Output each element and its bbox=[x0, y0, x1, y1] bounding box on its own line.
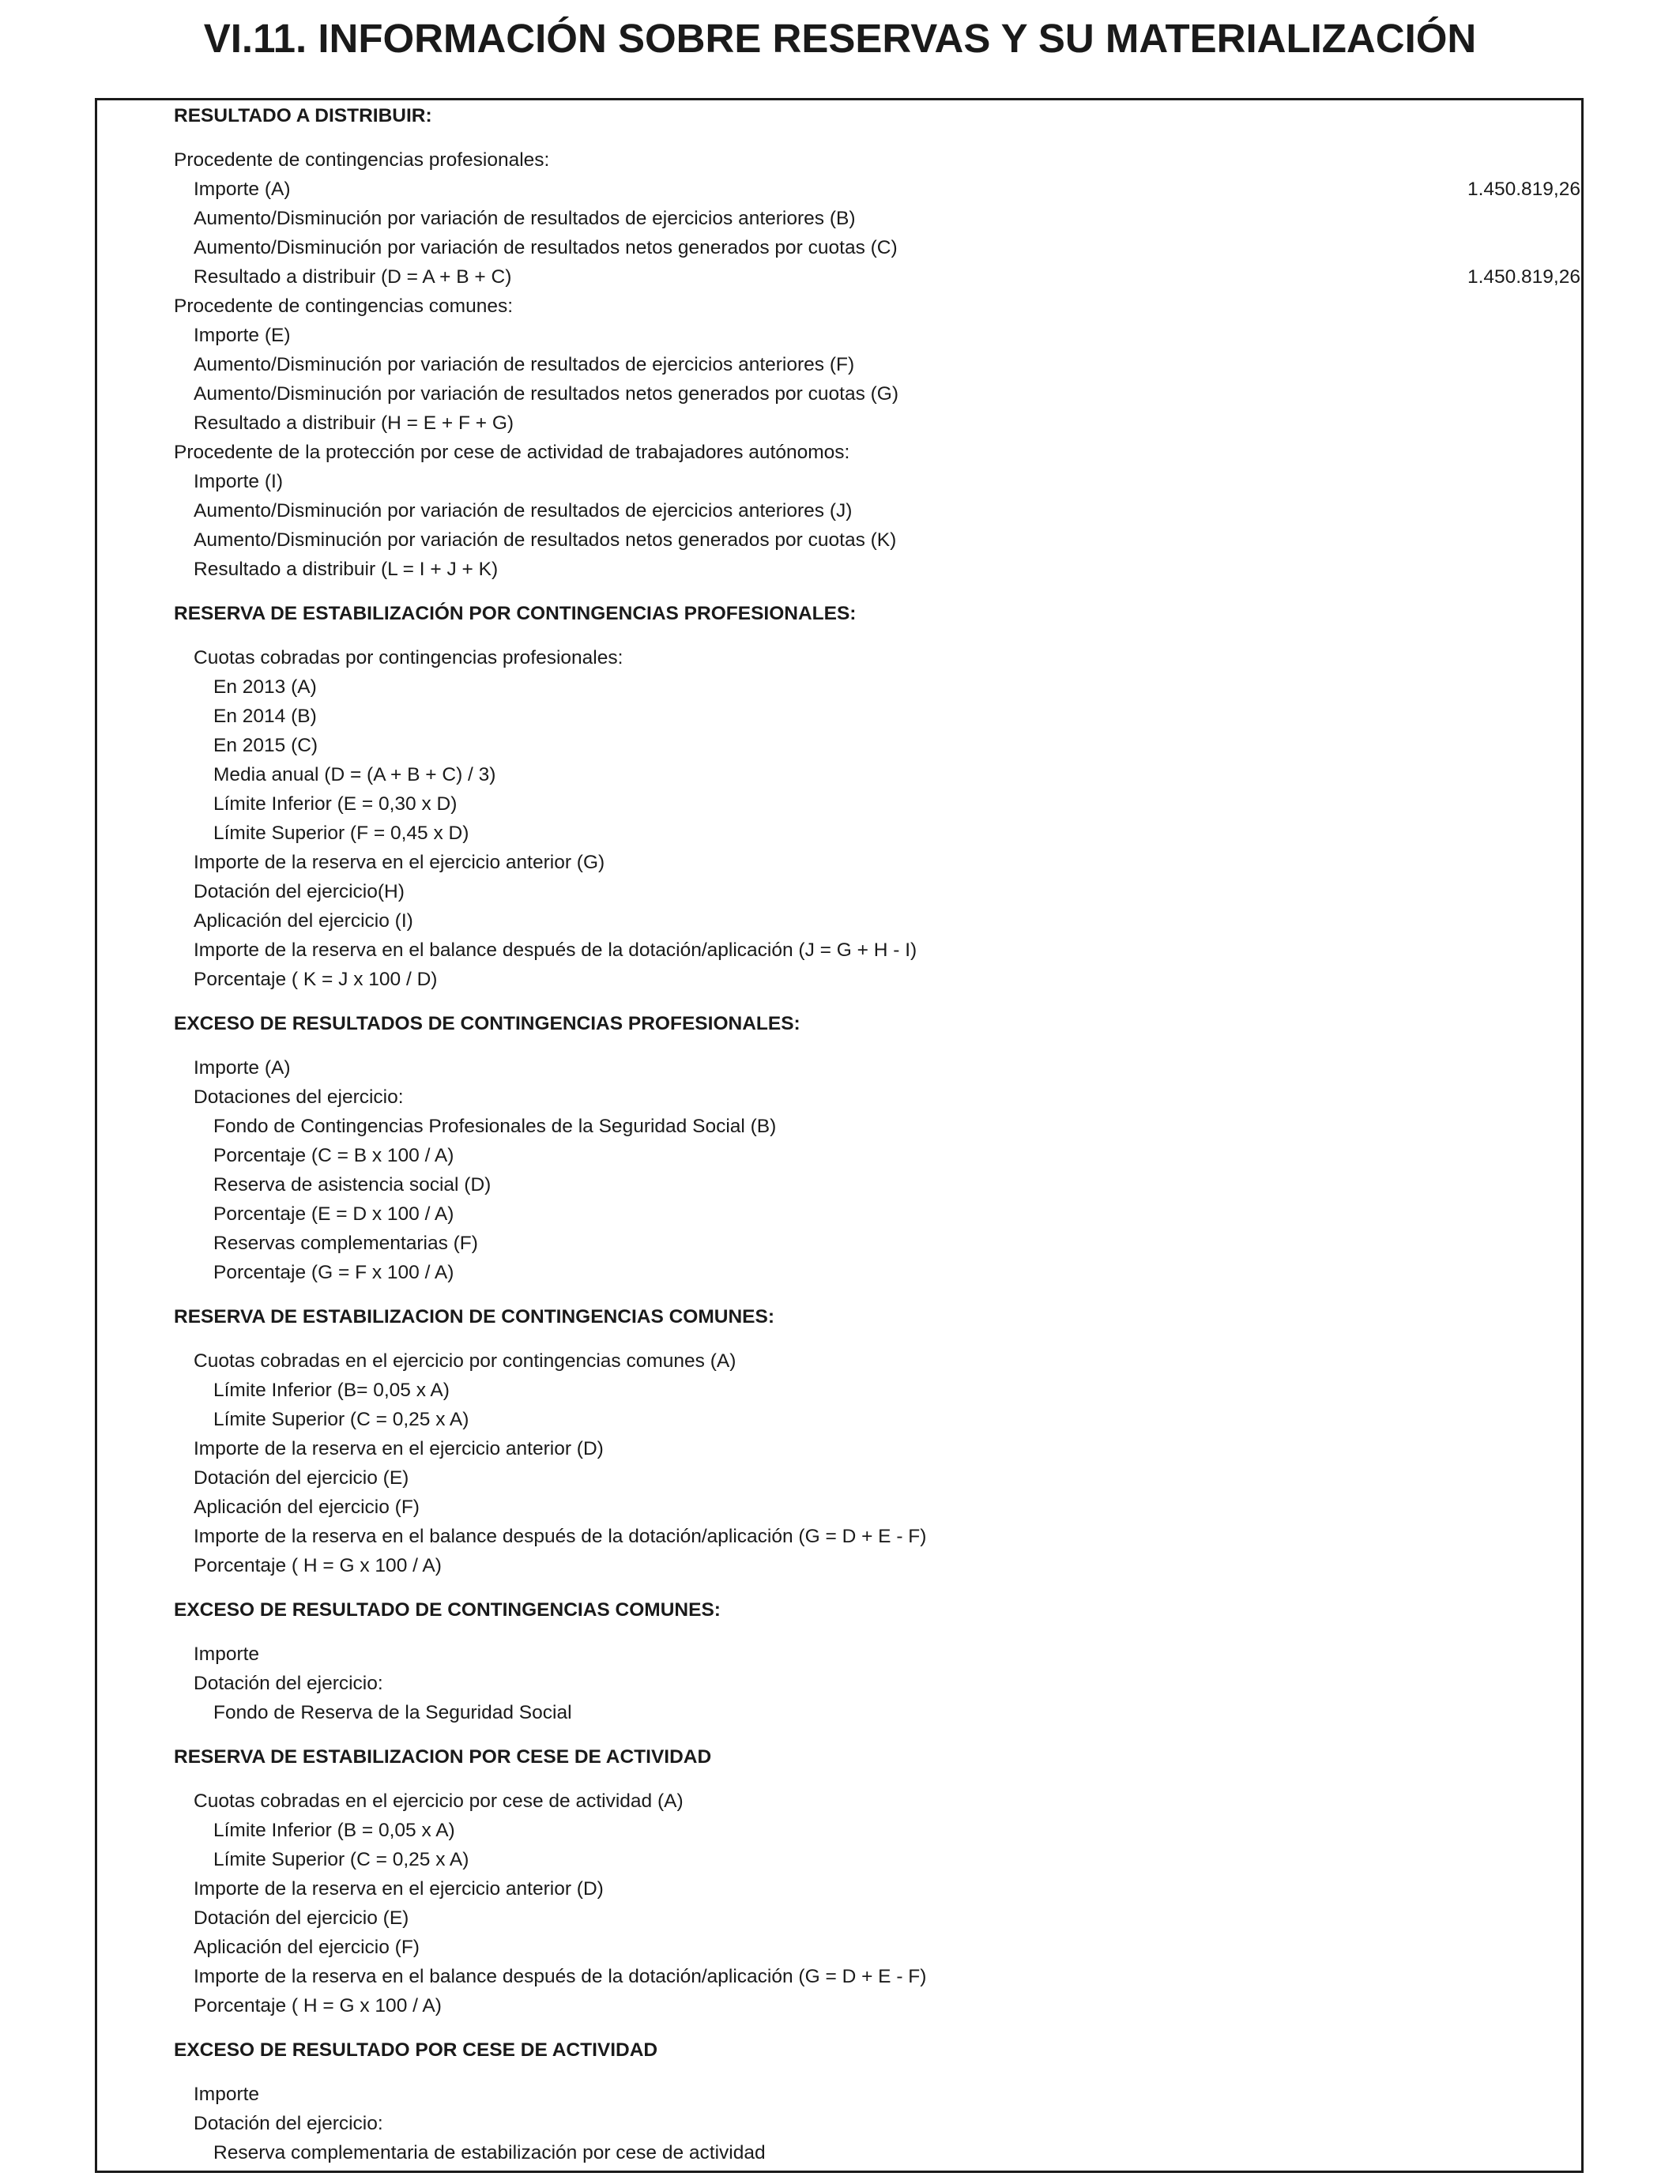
report-row bbox=[213, 672, 1580, 702]
section-heading bbox=[174, 1302, 1580, 1331]
row-label: Aplicación del ejercicio (I) bbox=[194, 910, 413, 932]
row-label: Importe (A) bbox=[194, 179, 291, 200]
section-heading-label: EXCESO DE RESULTADO POR CESE DE ACTIVIDAD bbox=[174, 2039, 658, 2061]
section-heading-label: RESERVA DE ESTABILIZACION DE CONTINGENCIAS COMUNES: bbox=[174, 1306, 775, 1327]
report-row bbox=[194, 1434, 1580, 1463]
row-label: Procedente de contingencias profesionales: bbox=[174, 149, 550, 171]
report-row bbox=[194, 204, 1580, 233]
row-label: Importe de la reserva en el balance después de la dotación/aplicación (J = G + H - I) bbox=[194, 939, 917, 961]
report-row bbox=[194, 1991, 1580, 2020]
report-row bbox=[194, 525, 1580, 555]
row-label: Aplicación del ejercicio (F) bbox=[194, 1937, 420, 1958]
row-label: Importe de la reserva en el balance después de la dotación/aplicación (G = D + E - F) bbox=[194, 1526, 927, 1547]
row-label: Importe bbox=[194, 1644, 260, 1665]
row-label: Cuotas cobradas en el ejercicio por cese de actividad (A) bbox=[194, 1791, 684, 1812]
row-label: Límite Inferior (B = 0,05 x A) bbox=[213, 1820, 455, 1841]
row-label: Límite Superior (F = 0,45 x D) bbox=[213, 823, 469, 844]
report-row bbox=[194, 1903, 1580, 1933]
report-row bbox=[213, 1816, 1580, 1845]
row-label: Importe de la reserva en el ejercicio anterior (G) bbox=[194, 852, 605, 873]
row-label: Porcentaje (E = D x 100 / A) bbox=[213, 1203, 454, 1225]
report-row bbox=[194, 906, 1580, 936]
report-row bbox=[194, 1551, 1580, 1580]
section-heading bbox=[174, 1742, 1580, 1772]
report-row bbox=[213, 1229, 1580, 1258]
row-label: Límite Inferior (E = 0,30 x D) bbox=[213, 793, 458, 815]
row-label: Reserva de asistencia social (D) bbox=[213, 1174, 492, 1196]
section-heading bbox=[174, 101, 1580, 130]
row-label: Límite Superior (C = 0,25 x A) bbox=[213, 1849, 469, 1870]
report-row bbox=[194, 175, 1580, 204]
report-row bbox=[194, 643, 1580, 672]
row-value: 1.450.819,26 bbox=[1467, 266, 1580, 288]
report-row bbox=[194, 1493, 1580, 1522]
report-row bbox=[194, 321, 1580, 350]
section-heading-label: EXCESO DE RESULTADO DE CONTINGENCIAS COMUNES: bbox=[174, 1599, 721, 1621]
report-row bbox=[194, 2109, 1580, 2138]
row-label: Aumento/Disminución por variación de resultados netos generados por cuotas (C) bbox=[194, 237, 898, 258]
row-label: Importe de la reserva en el ejercicio anterior (D) bbox=[194, 1438, 604, 1459]
row-label: Aumento/Disminución por variación de resultados netos generados por cuotas (G) bbox=[194, 383, 899, 405]
row-label: Fondo de Contingencias Profesionales de la Seguridad Social (B) bbox=[213, 1116, 777, 1137]
row-label: Importe (A) bbox=[194, 1057, 291, 1079]
row-label: Dotación del ejercicio: bbox=[194, 2113, 383, 2134]
report-row bbox=[194, 1346, 1580, 1376]
report-row bbox=[194, 848, 1580, 877]
row-label: Dotación del ejercicio (E) bbox=[194, 1907, 409, 1929]
section-heading-label: EXCESO DE RESULTADOS DE CONTINGENCIAS PROFESIONALES: bbox=[174, 1013, 800, 1034]
report-row bbox=[174, 438, 1580, 467]
report-row bbox=[194, 1669, 1580, 1698]
row-label: Dotación del ejercicio (E) bbox=[194, 1467, 409, 1489]
report-row bbox=[213, 1698, 1580, 1727]
report-row bbox=[174, 145, 1580, 175]
report-row bbox=[194, 1053, 1580, 1083]
row-label: Porcentaje ( H = G x 100 / A) bbox=[194, 1995, 442, 2016]
report-row bbox=[213, 1112, 1580, 1141]
row-label: Dotaciones del ejercicio: bbox=[194, 1086, 404, 1108]
row-label: Cuotas cobradas en el ejercicio por contingencias comunes (A) bbox=[194, 1350, 736, 1372]
section-heading bbox=[174, 599, 1580, 628]
row-label: Porcentaje ( K = J x 100 / D) bbox=[194, 969, 438, 990]
row-label: Media anual (D = (A + B + C) / 3) bbox=[213, 764, 496, 785]
report-row bbox=[213, 760, 1580, 789]
section-heading-label: RESERVA DE ESTABILIZACION POR CESE DE ACTIVIDAD bbox=[174, 1746, 712, 1768]
row-label: En 2015 (C) bbox=[213, 735, 318, 756]
section-heading bbox=[174, 2035, 1580, 2065]
section-heading-label: RESULTADO A DISTRIBUIR: bbox=[174, 105, 432, 126]
row-label: Porcentaje (G = F x 100 / A) bbox=[213, 1262, 454, 1283]
report-row bbox=[213, 1170, 1580, 1199]
row-label: Límite Inferior (B= 0,05 x A) bbox=[213, 1380, 450, 1401]
row-label: Dotación del ejercicio: bbox=[194, 1673, 383, 1694]
report-row bbox=[194, 1962, 1580, 1991]
report-row bbox=[194, 1787, 1580, 1816]
row-label: Resultado a distribuir (L = I + J + K) bbox=[194, 559, 499, 580]
row-label: Límite Superior (C = 0,25 x A) bbox=[213, 1409, 469, 1430]
report-row bbox=[194, 409, 1580, 438]
report-row bbox=[213, 1405, 1580, 1434]
report-row bbox=[194, 496, 1580, 525]
row-label: Aumento/Disminución por variación de resultados de ejercicios anteriores (B) bbox=[194, 208, 856, 229]
row-label: Reserva complementaria de estabilización por cese de actividad bbox=[213, 2142, 766, 2163]
row-label: Aplicación del ejercicio (F) bbox=[194, 1497, 420, 1518]
report-row bbox=[213, 819, 1580, 848]
section-heading bbox=[174, 1595, 1580, 1625]
row-label: Cuotas cobradas por contingencias profesionales: bbox=[194, 647, 623, 668]
report-row bbox=[213, 1845, 1580, 1874]
report-row bbox=[194, 262, 1580, 292]
report-row bbox=[213, 2138, 1580, 2167]
page-title: VI.11. INFORMACIÓN SOBRE RESERVAS Y SU MATERIALIZACIÓN bbox=[203, 16, 1477, 61]
row-label: Importe (E) bbox=[194, 325, 291, 346]
row-label: Aumento/Disminución por variación de resultados de ejercicios anteriores (F) bbox=[194, 354, 855, 375]
row-label: Porcentaje (C = B x 100 / A) bbox=[213, 1145, 454, 1166]
row-label: Resultado a distribuir (D = A + B + C) bbox=[194, 266, 512, 288]
report-row bbox=[194, 965, 1580, 994]
report-row bbox=[194, 467, 1580, 496]
report-row bbox=[174, 292, 1580, 321]
row-label: Porcentaje ( H = G x 100 / A) bbox=[194, 1555, 442, 1576]
row-label: Importe de la reserva en el balance después de la dotación/aplicación (G = D + E - F) bbox=[194, 1966, 927, 1987]
report-row bbox=[194, 1874, 1580, 1903]
report-row bbox=[213, 702, 1580, 731]
report-row bbox=[213, 789, 1580, 819]
report-row bbox=[213, 1199, 1580, 1229]
report-row bbox=[194, 555, 1580, 584]
report-row bbox=[194, 1522, 1580, 1551]
row-label: Importe bbox=[194, 2084, 260, 2105]
row-label: En 2013 (A) bbox=[213, 676, 317, 698]
row-label: Dotación del ejercicio(H) bbox=[194, 881, 405, 902]
section-heading bbox=[174, 1009, 1580, 1038]
row-label: Reservas complementarias (F) bbox=[213, 1233, 478, 1254]
row-label: Importe de la reserva en el ejercicio anterior (D) bbox=[194, 1878, 604, 1900]
report-row bbox=[194, 2080, 1580, 2109]
report-row bbox=[194, 877, 1580, 906]
row-label: Aumento/Disminución por variación de resultados de ejercicios anteriores (J) bbox=[194, 500, 853, 522]
row-value: 1.450.819,26 bbox=[1467, 179, 1580, 200]
row-label: Fondo de Reserva de la Seguridad Social bbox=[213, 1702, 572, 1723]
row-label: En 2014 (B) bbox=[213, 706, 317, 727]
row-label: Procedente de contingencias comunes: bbox=[174, 296, 514, 317]
row-label: Procedente de la protección por cese de actividad de trabajadores autónomos: bbox=[174, 442, 850, 463]
report-row bbox=[213, 731, 1580, 760]
report-row bbox=[213, 1258, 1580, 1287]
report-row bbox=[194, 379, 1580, 409]
report-row bbox=[194, 1463, 1580, 1493]
report-row bbox=[194, 233, 1580, 262]
report-row bbox=[194, 936, 1580, 965]
report-row bbox=[213, 1141, 1580, 1170]
section-heading-label: RESERVA DE ESTABILIZACIÓN POR CONTINGENCIAS PROFESIONALES: bbox=[174, 603, 857, 624]
report-row bbox=[194, 1640, 1580, 1669]
row-label: Resultado a distribuir (H = E + F + G) bbox=[194, 412, 514, 434]
report-row bbox=[213, 1376, 1580, 1405]
report-row bbox=[194, 350, 1580, 379]
report-row bbox=[194, 1083, 1580, 1112]
report-row bbox=[194, 1933, 1580, 1962]
row-label: Aumento/Disminución por variación de resultados netos generados por cuotas (K) bbox=[194, 529, 897, 551]
row-label: Importe (I) bbox=[194, 471, 283, 492]
